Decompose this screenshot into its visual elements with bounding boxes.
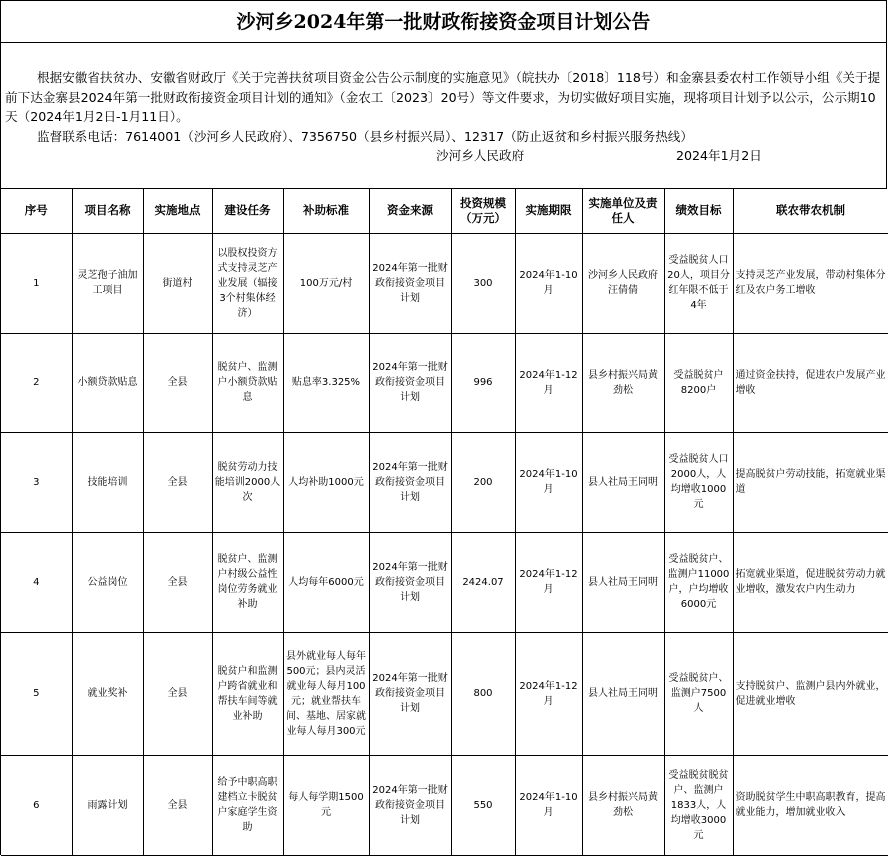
cell-goal: 受益脱贫脱贫户、监测户1833人，人均增收3000元: [664, 755, 733, 855]
project-table: [1, 189, 888, 856]
cell-unit: 沙河乡人民政府汪倩倩: [582, 233, 664, 333]
cell-mechanism: 资助脱贫学生中职高职教育，提高就业能力，增加就业收入: [733, 755, 888, 855]
cell-subsidy: 县外就业每人每年500元；县内灵活就业每人每月100元；就业帮扶车间、基地、居家就业每人每月300元: [283, 632, 369, 755]
cell-investment: 200: [451, 432, 515, 532]
header-name: 项目名称: [72, 189, 143, 233]
cell-goal: 受益脱贫户、监测户7500人: [664, 632, 733, 755]
header-source: 资金来源: [369, 189, 451, 233]
cell-name: 雨露计划: [72, 755, 143, 855]
signature-row: [1, 145, 887, 165]
cell-investment: 2424.07: [451, 532, 515, 632]
cell-location: 全县: [143, 632, 212, 755]
header-subsidy: 补助标准: [283, 189, 369, 233]
cell-source: 2024年第一批财政衔接资金项目计划: [369, 333, 451, 432]
cell-name: 公益岗位: [72, 532, 143, 632]
cell-unit: 县乡村振兴局黄劲松: [582, 333, 664, 432]
cell-task: 脱贫劳动力技能培训2000人次: [212, 432, 283, 532]
cell-subsidy: 人均补助1000元: [283, 432, 369, 532]
issue-date: 2024年1月2日: [676, 148, 762, 163]
cell-mechanism: 提高脱贫户劳动技能，拓宽就业渠道: [733, 432, 888, 532]
cell-period: 2024年1-10月: [515, 755, 582, 855]
cell-subsidy: 每人每学期1500元: [283, 755, 369, 855]
cell-task: 脱贫户、监测户村级公益性岗位劳务就业补助: [212, 532, 283, 632]
cell-source: 2024年第一批财政衔接资金项目计划: [369, 755, 451, 855]
header-unit: 实施单位及责任人: [582, 189, 664, 233]
cell-mechanism: 通过资金扶持，促进农户发展产业增收: [733, 333, 888, 432]
cell-unit: 县人社局王同明: [582, 532, 664, 632]
cell-location: 街道村: [143, 233, 212, 333]
cell-investment: 996: [451, 333, 515, 432]
cell-name: 灵芝孢子油加工项目: [72, 233, 143, 333]
cell-name: 小额贷款贴息: [72, 333, 143, 432]
cell-name: 技能培训: [72, 432, 143, 532]
table-row: [1, 632, 888, 755]
page-title: 沙河乡2024年第一批财政衔接资金项目计划公告: [1, 1, 887, 43]
cell-task: 脱贫户、监测户小额贷款贴息: [212, 333, 283, 432]
cell-name: 就业奖补: [72, 632, 143, 755]
cell-location: 全县: [143, 532, 212, 632]
intro-paragraph: 根据安徽省扶贫办、安徽省财政厅《关于完善扶贫项目资金公告公示制度的实施意见》（皖扶办〔2018〕118号）和金寨县委农村工作领导小组《关于提前下达金寨县2024年第一批财政衔接资金项目计划的通知》（金农工〔2023〕20号）等文件要求，为切实做好项目实施，现将项目计划予以公示，公示期10天（2024年1月2日-1月11日）。: [5, 70, 881, 124]
cell-investment: 800: [451, 632, 515, 755]
table-row: [1, 432, 888, 532]
cell-no: 4: [1, 532, 72, 632]
header-period: 实施期限: [515, 189, 582, 233]
cell-subsidy: 人均每年6000元: [283, 532, 369, 632]
cell-investment: 300: [451, 233, 515, 333]
cell-period: 2024年1-12月: [515, 632, 582, 755]
table-row: [1, 333, 888, 432]
header-goal: 绩效目标: [664, 189, 733, 233]
cell-mechanism: 支持灵芝产业发展，带动村集体分红及农户务工增收: [733, 233, 888, 333]
cell-task: 脱贫户和监测户跨省就业和帮扶车间等就业补助: [212, 632, 283, 755]
cell-unit: 县人社局王同明: [582, 632, 664, 755]
cell-period: 2024年1-10月: [515, 432, 582, 532]
cell-location: 全县: [143, 755, 212, 855]
table-header-row: [1, 189, 888, 233]
cell-no: 5: [1, 632, 72, 755]
cell-goal: 受益脱贫人口2000人，人均增收1000元: [664, 432, 733, 532]
cell-investment: 550: [451, 755, 515, 855]
hotline-text: 监督联系电话：7614001（沙河乡人民政府）、7356750（县乡村振兴局）、12317（防止返贫和乡村振兴服务热线）: [37, 128, 693, 144]
cell-task: 以股权投资方式支持灵芝产业发展（辐接3个村集体经济）: [212, 233, 283, 333]
cell-period: 2024年1-10月: [515, 233, 582, 333]
cell-period: 2024年1-12月: [515, 333, 582, 432]
cell-unit: 县乡村振兴局黄劲松: [582, 755, 664, 855]
cell-unit: 县人社局王同明: [582, 432, 664, 532]
cell-location: 全县: [143, 432, 212, 532]
table-row: [1, 233, 888, 333]
cell-source: 2024年第一批财政衔接资金项目计划: [369, 532, 451, 632]
issuer-name: 沙河乡人民政府: [436, 148, 525, 163]
cell-no: 1: [1, 233, 72, 333]
cell-goal: 受益脱贫户、监测户11000户，户均增收6000元: [664, 532, 733, 632]
cell-mechanism: 拓宽就业渠道，促进脱贫劳动力就业增收，激发农户内生动力: [733, 532, 888, 632]
cell-subsidy: 贴息率3.325%: [283, 333, 369, 432]
cell-source: 2024年第一批财政衔接资金项目计划: [369, 233, 451, 333]
header-task: 建设任务: [212, 189, 283, 233]
cell-goal: 受益脱贫户8200户: [664, 333, 733, 432]
cell-mechanism: 支持脱贫户、监测户县内外就业，促进就业增收: [733, 632, 888, 755]
intro-section: [1, 43, 887, 189]
table-row: [1, 755, 888, 855]
cell-source: 2024年第一批财政衔接资金项目计划: [369, 632, 451, 755]
cell-no: 2: [1, 333, 72, 432]
header-no: 序号: [1, 189, 72, 233]
cell-task: 给予中职高职建档立卡脱贫户家庭学生资助: [212, 755, 283, 855]
cell-source: 2024年第一批财政衔接资金项目计划: [369, 432, 451, 532]
header-investment: 投资规模（万元）: [451, 189, 515, 233]
cell-goal: 受益脱贫人口20人，项目分红年限不低于4年: [664, 233, 733, 333]
table-row: [1, 532, 888, 632]
header-location: 实施地点: [143, 189, 212, 233]
header-mechanism: 联农带农机制: [733, 189, 888, 233]
cell-subsidy: 100万元/村: [283, 233, 369, 333]
cell-period: 2024年1-12月: [515, 532, 582, 632]
cell-no: 6: [1, 755, 72, 855]
cell-location: 全县: [143, 333, 212, 432]
cell-no: 3: [1, 432, 72, 532]
